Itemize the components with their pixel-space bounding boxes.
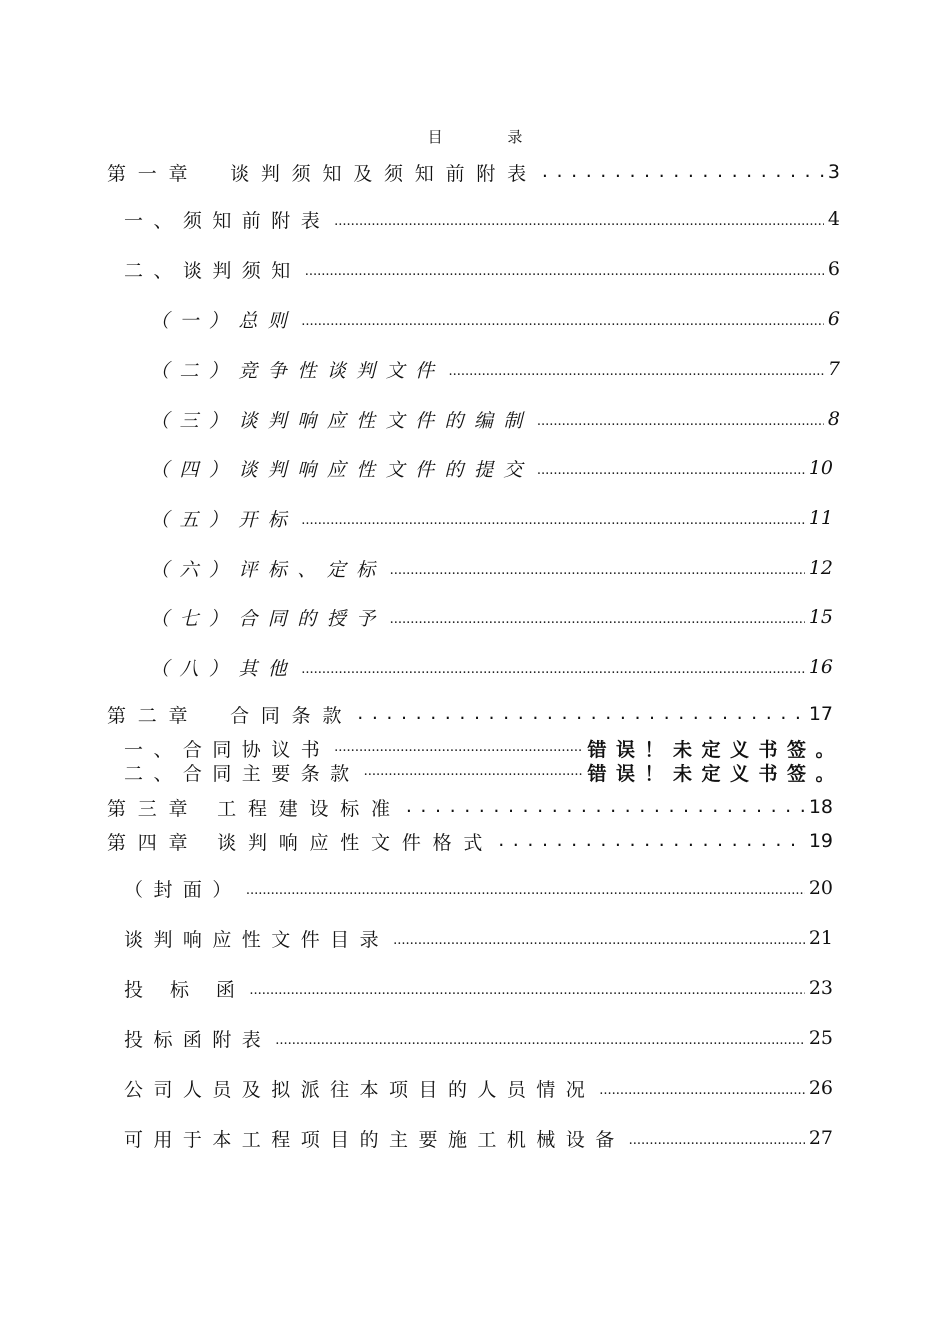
toc-page-number: 11 [808,507,833,529]
dot-leader [537,463,805,482]
dot-leader [542,160,824,186]
toc-entry-section[interactable] [124,924,833,952]
toc-entry-label: （三）谈判响应性文件的编制 [150,409,533,432]
toc-entry-section[interactable] [124,874,833,902]
dot-leader [275,1033,805,1052]
toc-entry-label: （封面） [124,878,242,901]
toc-entry-chapter-3[interactable] [107,793,833,821]
toc-page-number: 16 [808,656,833,678]
toc-entry-label: 可用于本工程项目的主要施工机械设备 [124,1128,625,1151]
toc-entry-label: 投标函附表 [124,1028,272,1051]
toc-page-number: 25 [808,1027,833,1049]
toc-page-number: 27 [808,1127,833,1149]
dot-leader [406,795,805,821]
bookmark-error-text: 错误！未定义书签。 [587,762,844,785]
toc-entry-chapter-4[interactable] [107,827,833,855]
toc-page-number: 23 [808,977,833,999]
toc-page-number: 8 [827,408,840,430]
toc-entry-label: 公司人员及拟派往本项目的人员情况 [124,1078,596,1101]
toc-entry-label: 第三章 工程建设标准 [107,797,402,820]
toc-entry-subsection[interactable] [150,355,840,383]
toc-entry-label: （五）开标 [150,508,298,531]
toc-entry-label: 二、合同主要条款 [124,762,360,785]
toc-page-number: 19 [808,830,833,852]
toc-entry-label: （八）其他 [150,657,298,680]
toc-entry-subsection[interactable] [150,305,840,333]
toc-page-number: 26 [808,1077,833,1099]
dot-leader [334,740,583,759]
dot-leader [599,1083,805,1102]
toc-page-number: 20 [808,877,833,899]
toc-entry-label: 第一章 谈判须知及须知前附表 [107,162,538,185]
toc-entry-section[interactable] [124,1074,833,1102]
toc-entry-label: （二）竞争性谈判文件 [150,359,445,382]
toc-entry-label: 第二章 合同条款 [107,704,354,727]
toc-title: 目 录 [427,128,553,146]
dot-leader [364,764,584,783]
toc-entry-label: （六）评标、定标 [150,558,386,581]
toc-entry-chapter-2[interactable] [107,700,833,728]
toc-entry-section[interactable] [124,761,844,783]
dot-leader [449,364,824,383]
toc-entry-subsection[interactable] [150,504,833,532]
toc-entry-subsection[interactable] [150,653,833,681]
dot-leader [305,264,824,283]
dot-leader [537,414,824,433]
toc-entry-section[interactable] [124,205,840,233]
toc-page-number: 4 [827,208,840,230]
dot-leader [357,702,805,728]
toc-page-number: 10 [808,457,833,479]
toc-entry-label: 一、须知前附表 [124,209,331,232]
bookmark-error-text: 错误！未定义书签。 [587,738,844,761]
dot-leader [393,933,805,952]
toc-entry-section[interactable] [124,1124,833,1152]
toc-entry-label: 二、谈判须知 [124,259,301,282]
toc-page-number: 21 [808,927,833,949]
dot-leader [498,829,805,855]
toc-entry-section[interactable] [124,1024,833,1052]
toc-entry-label: （七）合同的授予 [150,607,386,630]
toc-entry-label: 一、合同协议书 [124,738,331,761]
toc-entry-chapter-1[interactable] [107,158,840,186]
toc-entry-label: 第四章 谈判响应性文件格式 [107,831,495,854]
dot-leader [334,214,824,233]
toc-entry-section[interactable] [124,255,840,283]
toc-entry-label: 谈判响应性文件目录 [124,928,390,951]
toc-page-number: 6 [827,308,840,330]
dot-leader [390,563,805,582]
dot-leader [249,983,804,1002]
toc-page-number: 3 [827,161,840,183]
toc-page-number: 6 [827,258,840,280]
toc-entry-label: （四）谈判响应性文件的提交 [150,458,533,481]
dot-leader [301,662,805,681]
toc-entry-subsection[interactable] [150,405,840,433]
dot-leader [301,513,805,532]
toc-page-number: 15 [808,606,833,628]
toc-entry-label: 投 标 函 [124,978,246,1001]
toc-entry-section[interactable] [124,974,833,1002]
toc-entry-subsection[interactable] [150,454,833,482]
toc-page-number: 7 [827,358,840,380]
dot-leader [301,314,824,333]
toc-page-number: 18 [808,796,833,818]
toc-page-number: 12 [808,557,833,579]
toc-entry-label: （一）总则 [150,309,298,332]
dot-leader [246,883,805,902]
dot-leader [390,612,805,631]
toc-page-number: 17 [808,703,833,725]
toc-entry-subsection[interactable] [150,554,833,582]
toc-entry-section[interactable] [124,737,844,759]
dot-leader [629,1133,805,1152]
toc-entry-subsection[interactable] [150,603,833,631]
